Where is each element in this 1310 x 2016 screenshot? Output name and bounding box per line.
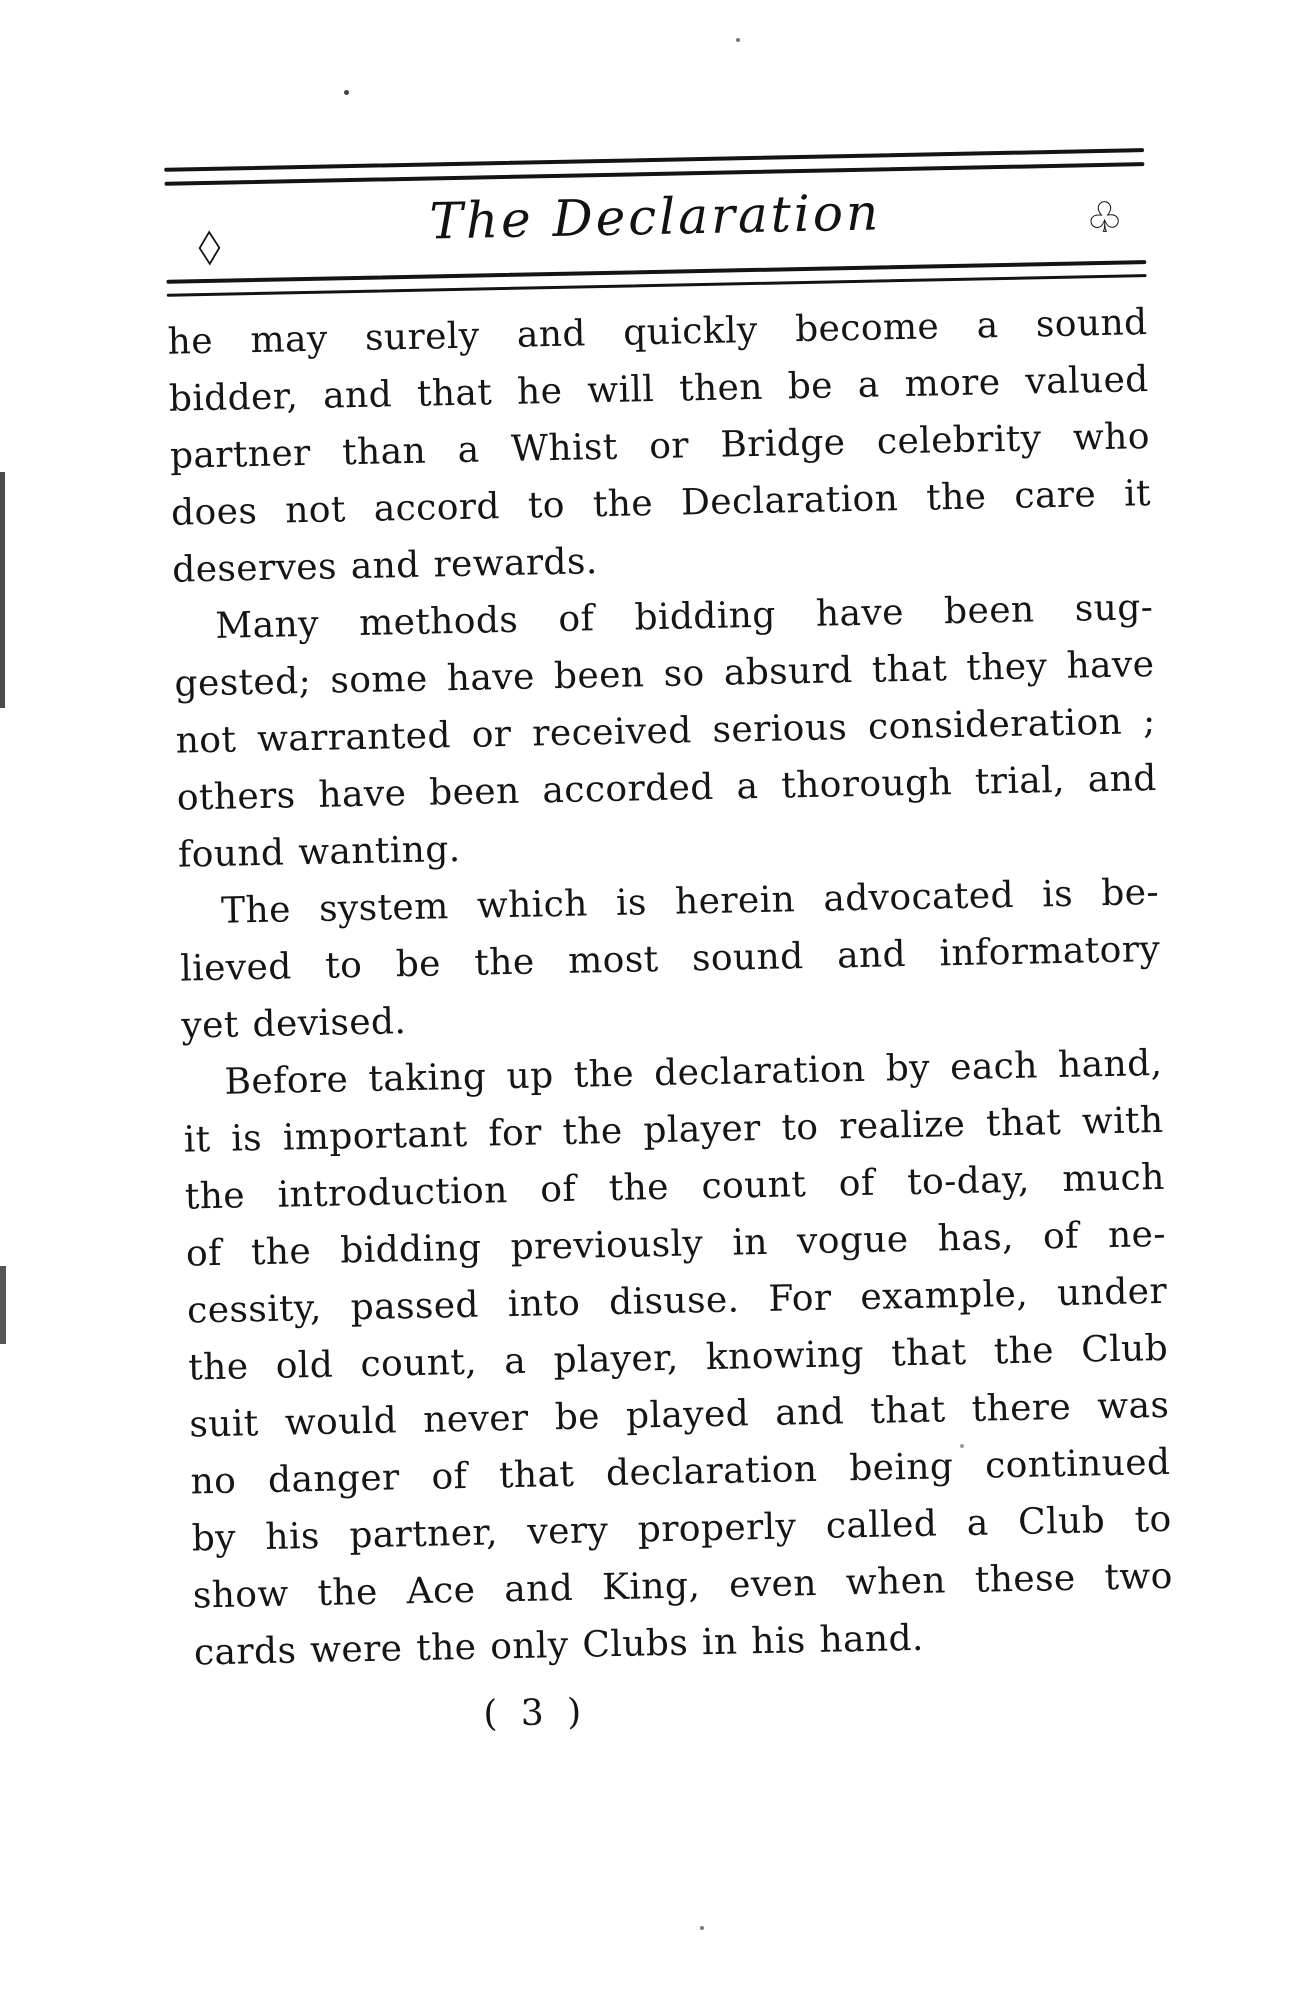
text-line: cards were the only Clubs in his hand.: [193, 1617, 925, 1674]
running-header: [165, 176, 1146, 272]
text-line: Many methods of bidding have been sug-: [215, 587, 1154, 647]
text-line: yet devised.: [181, 1001, 407, 1047]
text-line: The system which is herein advocated is be-: [220, 871, 1160, 932]
diamond-suit-icon: ◇: [197, 216, 221, 272]
text-line: does not accord to the Declaration the care it: [170, 473, 1152, 534]
text-line: lieved to be the most sound and informatory: [179, 928, 1161, 990]
page-number: ( 3 ): [482, 1691, 588, 1735]
text-line: the introduction of the count of to-day, much: [184, 1156, 1166, 1218]
page-body: [167, 294, 1174, 1681]
text-line: show the Ace and King, even when these two: [192, 1555, 1174, 1617]
text-line: gested; some have been so absurd that they have: [174, 644, 1155, 705]
text-line: of the bidding previously in vogue has, of ne-: [185, 1213, 1167, 1275]
text-line: not warranted or received serious consideration ;: [175, 701, 1156, 762]
text-line: others have been accorded a thorough trial, and: [176, 758, 1158, 819]
text-line: no danger of that declaration being continued: [190, 1441, 1171, 1503]
text-line: deserves and rewards.: [171, 541, 599, 591]
text-line: partner than a Whist or Bridge celebrity who: [169, 416, 1151, 477]
club-suit-icon: ♧: [1085, 192, 1124, 243]
scan-edge-artifact: [0, 1266, 6, 1344]
text-line: it is important for the player to realize that with: [183, 1099, 1164, 1161]
running-header-title: The Declaration: [428, 183, 882, 251]
text-line: by his partner, very properly called a Club to: [191, 1498, 1172, 1560]
text-line: he may surely and quickly become a sound: [167, 302, 1148, 363]
text-line: Before taking up the declaration by each hand,: [224, 1042, 1163, 1103]
text-line: the old count, a player, knowing that the Club: [187, 1327, 1169, 1389]
text-block: [164, 148, 1178, 1867]
text-line: cessity, passed into disuse. For example, under: [186, 1270, 1168, 1332]
text-line: found wanting.: [177, 828, 461, 876]
text-line: bidder, and that he will then be a more valued: [168, 359, 1150, 420]
text-line: suit would never be played and that there was: [189, 1384, 1170, 1446]
